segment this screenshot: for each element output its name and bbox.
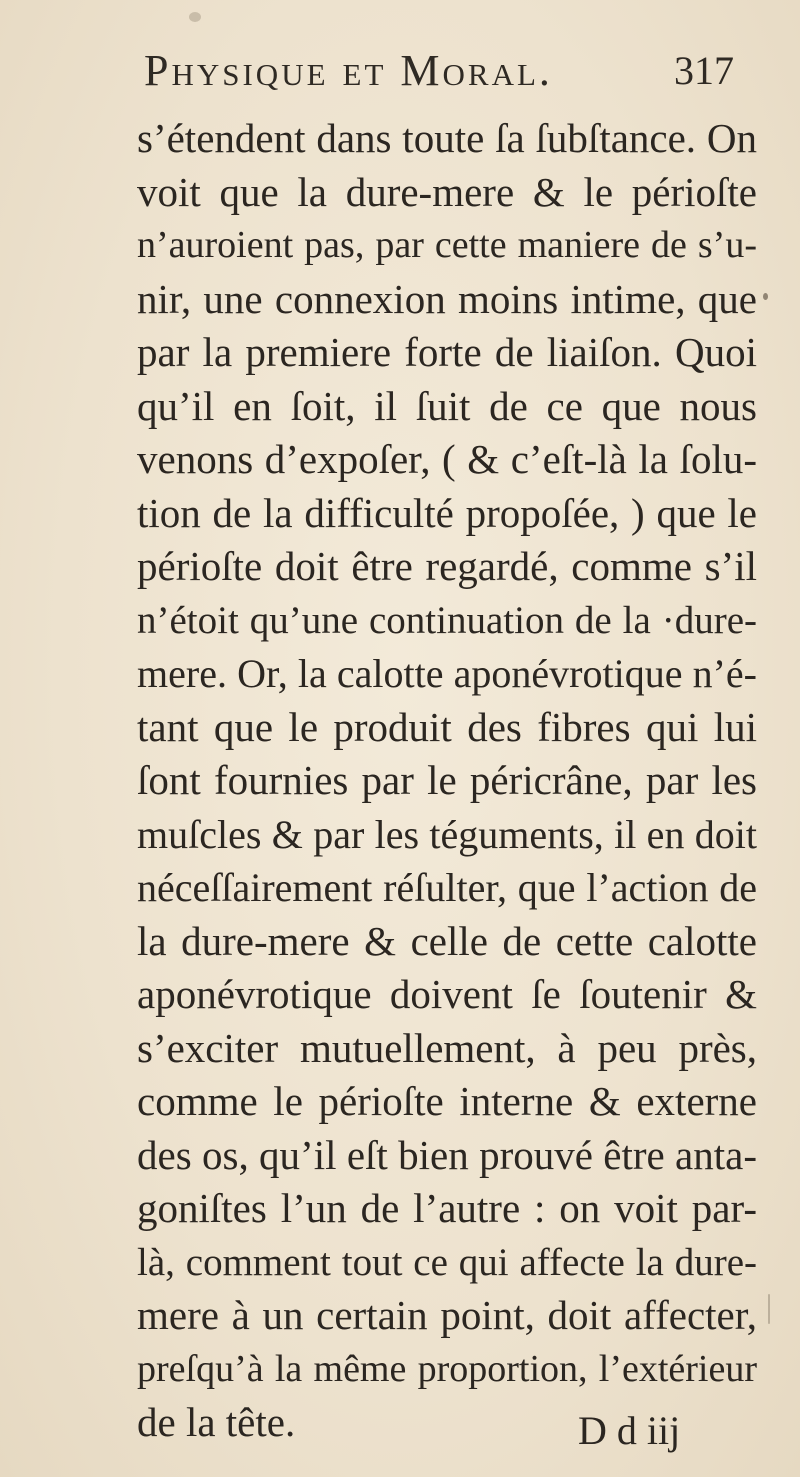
text-line: n’étoit qu’une continuation de la ·dure-: [137, 598, 757, 642]
text-line: s’étendent dans toute ſa ſubſtance. On: [137, 115, 757, 161]
text-line: périoſte doit être regardé, comme s’il: [137, 543, 757, 589]
body-text: [137, 112, 757, 1450]
text-line: venons d’expoſer, ( & c’eſt-là la ſolu-: [137, 436, 757, 482]
text-line: preſqu’à la même proportion, l’extérieur: [137, 1347, 757, 1390]
text-line: néceſſairement réſulter, que l’action de: [137, 865, 757, 910]
text-line: mere à un certain point, doit affecter,: [137, 1292, 757, 1338]
text-line: goniſtes l’un de l’autre : on voit par-: [137, 1185, 757, 1231]
ink-smudge: [189, 12, 201, 22]
text-line: par la premiere forte de liaiſon. Quoi: [137, 329, 757, 375]
text-line: muſcles & par les téguments, il en doit: [137, 811, 757, 857]
text-line-last: de la tête.: [137, 1399, 296, 1445]
text-line: ſont fournies par le péricrâne, par les: [137, 757, 757, 803]
running-title: Physique et Moral.: [144, 46, 553, 95]
text-line: qu’il en ſoit, il ſuit de ce que nous: [137, 382, 757, 429]
text-line: mere. Or, la calotte aponévrotique n’é-: [137, 651, 757, 696]
text-line: là, comment tout ce qui affecte la dure-: [137, 1240, 757, 1284]
margin-mark: [763, 293, 768, 300]
page-number: 317: [674, 48, 734, 93]
text-line: comme le périoſte interne & externe: [137, 1078, 757, 1124]
text-line: tant que le produit des fibres qui lui: [137, 703, 757, 750]
signature-mark: D d iij: [578, 1408, 681, 1453]
margin-mark: [768, 1294, 770, 1324]
text-line: la dure-mere & celle de cette calotte: [137, 917, 757, 964]
text-line: tion de la difficulté propoſée, ) que le: [137, 489, 757, 536]
running-head: [144, 45, 744, 95]
text-line: nir, une connexion moins intime, que: [137, 275, 757, 322]
text-line: voit que la dure-mere & le périoſte: [137, 168, 757, 215]
text-line: aponévrotique doivent ſe ſoutenir &: [137, 971, 757, 1017]
text-line: s’exciter mutuellement, à peu près,: [137, 1024, 757, 1071]
text-line: des os, qu’il eſt bien prouvé être anta-: [137, 1131, 757, 1178]
text-line: n’auroient pas, par cette maniere de s’u-: [137, 224, 757, 266]
